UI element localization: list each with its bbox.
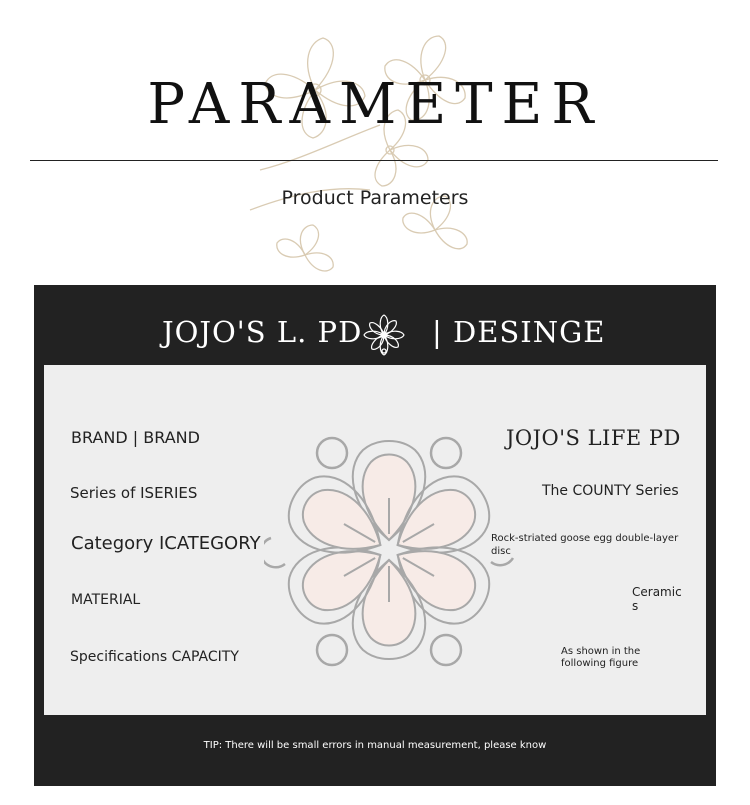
brand-name: JOJO'S L. PD bbox=[162, 315, 363, 349]
ornament-circle bbox=[317, 635, 347, 665]
ornament-circle bbox=[431, 438, 461, 468]
ornament-circle bbox=[317, 438, 347, 468]
measurement-tip: TIP: There will be small errors in manual measurement, please know bbox=[203, 740, 547, 751]
label-series: Series of ISERIES bbox=[70, 484, 198, 502]
value-specifications: As shown in the following figure bbox=[561, 646, 641, 669]
parameter-card bbox=[34, 285, 716, 786]
flower-ornament-icon bbox=[264, 425, 514, 675]
value-material: Ceramics bbox=[632, 585, 682, 613]
lotus-ornament-icon bbox=[360, 311, 408, 359]
brand-design-label: | DESINGE bbox=[432, 315, 606, 349]
value-series: The COUNTY Series bbox=[542, 483, 679, 499]
card-brand-bar bbox=[34, 313, 716, 353]
label-material: MATERIAL bbox=[71, 592, 141, 608]
label-category: Category ICATEGORY bbox=[71, 533, 261, 554]
label-specifications: Specifications CAPACITY bbox=[70, 649, 239, 665]
label-brand: BRAND | BRAND bbox=[71, 428, 200, 447]
page-title: PARAMETER bbox=[147, 72, 603, 137]
value-brand: JOJO'S LIFE PD bbox=[506, 426, 681, 450]
parameter-panel bbox=[44, 365, 706, 715]
cherry-blossom-illustration bbox=[220, 20, 520, 290]
ornament-arc bbox=[264, 538, 285, 567]
ornament-circle bbox=[431, 635, 461, 665]
ornament-arc bbox=[491, 558, 513, 565]
value-category: Rock-striated goose egg double-layer disc bbox=[491, 533, 679, 557]
title-divider bbox=[30, 160, 718, 161]
page-subtitle: Product Parameters bbox=[281, 187, 469, 209]
